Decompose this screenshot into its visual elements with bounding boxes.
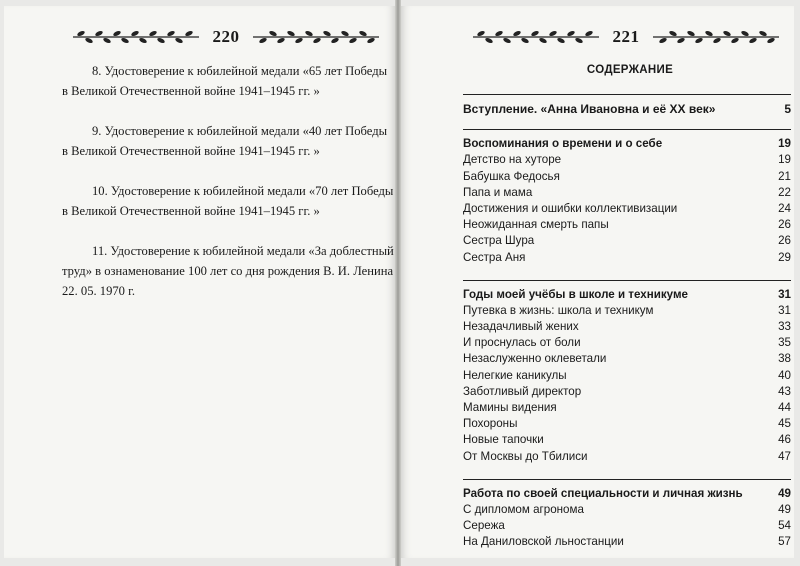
toc-section-heading	[463, 287, 791, 303]
toc-page-number: 31	[778, 303, 791, 317]
table-of-contents	[463, 64, 791, 565]
toc-page-number: 24	[778, 201, 791, 215]
ornament-vine-icon	[251, 29, 381, 45]
toc-section-title: Воспоминания о времени и о себе	[463, 137, 663, 151]
toc-entry-title: Сестра Аня	[463, 250, 526, 264]
toc-page-number: 35	[778, 336, 791, 350]
toc-page-number: 44	[778, 401, 791, 414]
toc-entry-title: Папа и мама	[463, 185, 533, 199]
toc-entry	[463, 351, 791, 367]
toc-entry-title: Путевка в жизнь: школа и техникум	[463, 303, 654, 317]
toc-page-number: 38	[778, 352, 791, 366]
toc-entry	[463, 319, 791, 335]
ornament-vine-icon	[471, 29, 601, 45]
toc-entry-title: Заботливый директор	[463, 384, 582, 398]
toc-entry-title: Незаслуженно оклеветали	[463, 352, 607, 366]
list-item: 9. Удостоверение к юбилейной медали «40 лет Победы в Великой Отечественной войне 1941–1945 гг. »	[62, 124, 388, 158]
toc-entry	[463, 384, 791, 400]
toc-entry-title: И проснулась от боли	[463, 336, 581, 350]
toc-entry	[463, 534, 791, 550]
toc-page-number: 29	[778, 250, 791, 264]
toc-entry	[463, 335, 791, 351]
list-item: 10. Удостоверение к юбилейной медали «70 лет Победы в Великой Отечественной войне 1941–1945 гг. »	[62, 184, 394, 218]
toc-entry	[463, 152, 791, 168]
toc-page-number: 19	[778, 153, 791, 167]
toc-entry	[463, 217, 791, 233]
toc-section	[463, 280, 791, 465]
toc-entry	[463, 250, 791, 266]
toc-entry	[463, 201, 791, 217]
toc-entry	[463, 185, 791, 201]
toc-entry-title: Незадачливый жених	[463, 320, 579, 334]
left-page-header	[58, 24, 394, 50]
toc-entry	[463, 502, 791, 518]
toc-entry-title: Мамины видения	[463, 401, 557, 414]
toc-entry-title: Бабушка Федосья	[463, 169, 560, 183]
toc-page-number: 57	[778, 535, 791, 549]
page-number: 221	[612, 27, 640, 46]
toc-page-number: 45	[778, 417, 791, 431]
toc-section-title: Годы моей учёбы в школе и техникуме	[463, 287, 688, 301]
toc-entry	[463, 400, 791, 416]
toc-page-number: 31	[778, 287, 791, 301]
toc-page-number: 47	[778, 449, 791, 463]
list-item: 8. Удостоверение к юбилейной медали «65 лет Победы в Великой Отечественной войне 1941–1945 гг. »	[62, 64, 388, 98]
certificate-list	[62, 61, 396, 321]
toc-page-number: 46	[778, 433, 791, 447]
toc-entry-title: С дипломом агронома	[463, 502, 584, 516]
toc-page-number: 49	[778, 502, 791, 516]
toc-entry-title: Новые тапочки	[463, 433, 544, 447]
toc-entry	[463, 416, 791, 432]
toc-entry	[463, 233, 791, 249]
toc-page-number: 5	[784, 102, 791, 116]
toc-entry-title: Детство на хуторе	[463, 153, 562, 167]
toc-entry-title: На Даниловской льностанции	[463, 535, 624, 549]
toc-page-number: 26	[778, 234, 791, 248]
toc-section-title: Работа по своей специальности и личная жизнь	[463, 486, 743, 500]
toc-section	[463, 129, 791, 266]
ornament-vine-icon	[71, 29, 201, 45]
toc-entry	[463, 518, 791, 534]
right-page	[401, 6, 794, 558]
right-page-header	[459, 24, 793, 50]
toc-entry-title: Неожиданная смерть папы	[463, 218, 609, 232]
toc-entry-title: Сережа	[463, 519, 505, 533]
page-number: 220	[212, 27, 240, 46]
toc-entry	[463, 368, 791, 384]
toc-entry	[463, 449, 791, 465]
toc-page-number: 19	[778, 137, 791, 151]
list-item: 11. Удостоверение к юбилейной медали «За доблестный труд» в ознаменование 100 лет со дня рождения В. И. Ленина 22. 05. 1970 г.	[62, 244, 394, 298]
toc-entry	[463, 303, 791, 319]
toc-page-number: 40	[778, 368, 791, 382]
toc-section-title: Вступление. «Анна Ивановна и её ХХ век»	[463, 102, 716, 116]
toc-page-number: 26	[778, 218, 791, 232]
toc-entry-title: От Москвы до Тбилиси	[463, 449, 588, 463]
toc-entry-title: Сестра Шура	[463, 234, 535, 248]
toc-entry-title: Достижения и ошибки коллективизации	[463, 201, 678, 215]
toc-entry-title: Похороны	[463, 417, 518, 431]
toc-section-heading	[463, 486, 791, 502]
toc-page-number: 21	[778, 169, 791, 183]
toc-section-heading	[463, 136, 791, 152]
toc-page-number: 43	[778, 384, 791, 398]
toc-page-number: 54	[778, 519, 791, 533]
left-page	[4, 6, 395, 558]
toc-section	[463, 479, 791, 551]
toc-page-number: 22	[778, 185, 791, 199]
toc-page-number: 33	[778, 320, 791, 334]
ornament-vine-icon	[651, 29, 781, 45]
toc-section-heading	[463, 101, 791, 117]
toc-page-number: 49	[778, 486, 791, 500]
toc-entry	[463, 432, 791, 448]
toc-title: СОДЕРЖАНИЕ	[586, 64, 674, 76]
toc-section	[463, 94, 791, 117]
toc-entry-title: Нелегкие каникулы	[463, 368, 567, 382]
toc-entry	[463, 169, 791, 185]
